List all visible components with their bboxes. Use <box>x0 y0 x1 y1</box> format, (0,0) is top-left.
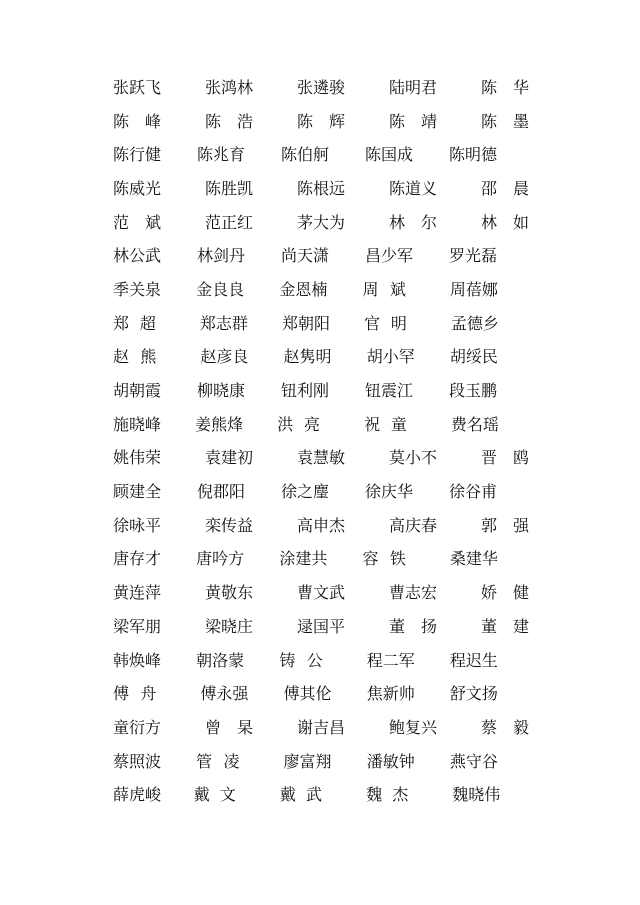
person-name: 陈 峰 <box>113 111 161 131</box>
person-name: 陈 墨 <box>481 111 529 131</box>
person-name: 郑 超 <box>113 313 156 333</box>
person-name: 顾建全 <box>113 482 162 502</box>
person-name: 唐存才 <box>113 549 162 569</box>
person-name: 赵隽明 <box>283 347 332 367</box>
person-name: 梁晓庄 <box>205 616 254 636</box>
person-name: 胡小罕 <box>366 347 415 367</box>
person-name: 张遴骏 <box>297 77 346 97</box>
person-name: 傅永强 <box>200 684 249 704</box>
person-name: 赵彦良 <box>200 347 249 367</box>
person-name: 栾传益 <box>205 515 254 535</box>
person-name: 鲍复兴 <box>389 717 438 737</box>
person-name: 孟德乡 <box>450 313 499 333</box>
person-name: 铸 公 <box>279 650 323 670</box>
person-name: 陈威光 <box>113 178 162 198</box>
person-name: 金恩楠 <box>279 279 328 299</box>
person-name: 林公武 <box>113 246 162 266</box>
name-row <box>113 206 533 240</box>
person-name: 柳晓康 <box>197 381 246 401</box>
person-name: 曹志宏 <box>389 583 438 603</box>
person-name: 袁建初 <box>205 448 254 468</box>
person-name: 段玉鹏 <box>449 381 498 401</box>
person-name: 茅大为 <box>297 212 346 232</box>
person-name: 倪郡阳 <box>197 482 246 502</box>
person-name: 徐谷甫 <box>449 482 498 502</box>
person-name: 范正红 <box>205 212 254 232</box>
person-name: 袁慧敏 <box>297 448 346 468</box>
person-name: 朝洛蒙 <box>196 650 245 670</box>
person-name: 昌少军 <box>365 246 414 266</box>
person-name: 蔡 毅 <box>481 717 529 737</box>
person-name: 魏晓伟 <box>452 785 501 805</box>
person-name: 金良良 <box>196 279 245 299</box>
person-name: 程二军 <box>366 650 415 670</box>
person-name: 陈 靖 <box>389 111 437 131</box>
person-name: 娇 健 <box>481 583 529 603</box>
person-name: 陈国成 <box>365 145 414 165</box>
person-name: 周 斌 <box>362 279 406 299</box>
person-name: 施晓峰 <box>113 414 162 434</box>
person-name: 陈明德 <box>449 145 498 165</box>
person-name: 钮利刚 <box>281 381 330 401</box>
person-name: 陈兆育 <box>197 145 246 165</box>
person-name: 黄连萍 <box>113 583 162 603</box>
person-name: 童衍方 <box>113 717 162 737</box>
person-name: 陈 华 <box>481 77 529 97</box>
person-name: 谢吉昌 <box>297 717 346 737</box>
name-row <box>113 105 533 139</box>
name-row <box>113 509 533 543</box>
person-name: 梁军朋 <box>113 616 162 636</box>
person-name: 胡绥民 <box>449 347 498 367</box>
name-row <box>113 71 533 105</box>
person-name: 张鸿林 <box>205 77 254 97</box>
name-row <box>113 408 533 442</box>
name-row <box>113 543 533 577</box>
person-name: 周蓓娜 <box>449 279 498 299</box>
person-name: 陆明君 <box>389 77 438 97</box>
person-name: 官 明 <box>364 313 407 333</box>
person-name: 季关泉 <box>113 279 162 299</box>
name-list <box>113 71 533 812</box>
person-name: 尚天潇 <box>281 246 330 266</box>
person-name: 郭 强 <box>481 515 529 535</box>
person-name: 曾 杲 <box>205 717 253 737</box>
person-name: 徐庆华 <box>365 482 414 502</box>
person-name: 林剑丹 <box>197 246 246 266</box>
person-name: 洪 亮 <box>277 414 321 434</box>
person-name: 张跃飞 <box>113 77 162 97</box>
person-name: 燕守谷 <box>449 751 498 771</box>
person-name: 董 建 <box>481 616 529 636</box>
name-row <box>113 711 533 745</box>
person-name: 胡朝霞 <box>113 381 162 401</box>
person-name: 姜熊烽 <box>195 414 244 434</box>
name-row <box>113 610 533 644</box>
person-name: 费名瑶 <box>450 414 499 434</box>
person-name: 舒文扬 <box>449 684 498 704</box>
name-row <box>113 644 533 678</box>
person-name: 逯国平 <box>297 616 346 636</box>
person-name: 徐咏平 <box>113 515 162 535</box>
person-name: 廖富翔 <box>283 751 332 771</box>
person-name: 唐吟方 <box>196 549 245 569</box>
person-name: 陈伯舸 <box>281 145 330 165</box>
person-name: 高庆春 <box>389 515 438 535</box>
name-row <box>113 307 533 341</box>
person-name: 程迟生 <box>449 650 498 670</box>
person-name: 郑朝阳 <box>281 313 330 333</box>
person-name: 范 斌 <box>113 212 161 232</box>
person-name: 赵 熊 <box>113 347 157 367</box>
person-name: 邵 晨 <box>481 178 529 198</box>
person-name: 魏 杰 <box>366 785 409 805</box>
name-row <box>113 677 533 711</box>
person-name: 陈 辉 <box>297 111 345 131</box>
name-row <box>113 172 533 206</box>
name-row <box>113 273 533 307</box>
person-name: 戴 武 <box>279 785 323 805</box>
person-name: 陈根远 <box>297 178 346 198</box>
person-name: 薛虎峻 <box>113 785 162 805</box>
person-name: 林 尔 <box>389 212 437 232</box>
person-name: 傅 舟 <box>113 684 157 704</box>
person-name: 潘敏钟 <box>366 751 415 771</box>
name-row <box>113 341 533 375</box>
name-row <box>113 778 533 812</box>
person-name: 高申杰 <box>297 515 346 535</box>
person-name: 陈 浩 <box>205 111 253 131</box>
person-name: 莫小不 <box>389 448 438 468</box>
name-row <box>113 138 533 172</box>
person-name: 徐之麈 <box>281 482 330 502</box>
person-name: 陈道义 <box>389 178 438 198</box>
person-name: 管 凌 <box>196 751 240 771</box>
name-row <box>113 442 533 476</box>
name-row <box>113 475 533 509</box>
person-name: 焦新帅 <box>366 684 415 704</box>
name-row <box>113 745 533 779</box>
person-name: 姚伟荣 <box>113 448 162 468</box>
person-name: 钮震江 <box>365 381 414 401</box>
person-name: 晋 鸥 <box>481 448 529 468</box>
person-name: 涂建共 <box>279 549 328 569</box>
person-name: 傅其伦 <box>283 684 332 704</box>
name-row <box>113 374 533 408</box>
person-name: 桑建华 <box>449 549 498 569</box>
person-name: 罗光磊 <box>449 246 498 266</box>
name-row <box>113 576 533 610</box>
person-name: 容 铁 <box>362 549 406 569</box>
person-name: 林 如 <box>481 212 529 232</box>
person-name: 戴 文 <box>193 785 236 805</box>
person-name: 黄敬东 <box>205 583 254 603</box>
person-name: 陈胜凯 <box>205 178 254 198</box>
name-row <box>113 239 533 273</box>
person-name: 董 扬 <box>389 616 437 636</box>
person-name: 韩焕峰 <box>113 650 162 670</box>
person-name: 曹文武 <box>297 583 346 603</box>
person-name: 陈行健 <box>113 145 162 165</box>
person-name: 祝 童 <box>364 414 407 434</box>
person-name: 郑志群 <box>199 313 248 333</box>
person-name: 蔡照波 <box>113 751 162 771</box>
